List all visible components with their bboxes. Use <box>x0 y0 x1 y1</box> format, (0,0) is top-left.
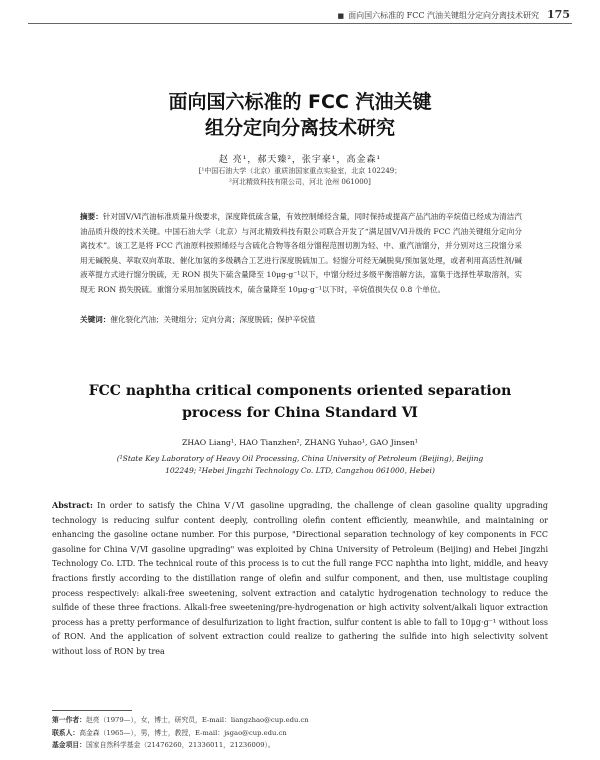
footnote-first-author-label: 第一作者： <box>52 716 86 724</box>
running-title: 面向国六标准的 FCC 汽油关键组分定向分离技术研究 <box>348 11 540 20</box>
chinese-title-line2: 组分定向分离技术研究 <box>204 117 395 139</box>
header-mark: ■ <box>337 12 345 20</box>
english-abstract-text: In order to satisfy the China Ⅴ/Ⅵ gasoline upgrading, the challenge of clean gasoline quality upgrading technology is reducing sulfur content deeply, controlling olefin content efficiently, meanwhile, and maintaining or enhancing the gasoline octane number. For this purpose, "Directional separation technology of key components in FCC gasoline for China Ⅴ/Ⅵ gasoline upgrading" was exploited by China University of Petroleum (Beijing) and Hebei Jingzhi Technology Co. LTD. The technical route of this process is to cut the full range FCC naphtha into light, middle, and heavy fractions firstly according to the distillation range of olefin and sulfur component, and then, use multistage coupling process respectively: alkali-free sweetening, solvent extraction and catalytic hydrogenation technology to reduce the sulfide of these three fractions. Alkali-free sweetening/pre-hydrogenation or high activity solvent/alkali liquor extraction process has a pretty performance of desulfurization to light fraction, sulfur content is able to fall to 10μg·g⁻¹ without loss of RON. And the application of solvent extraction could realize to gathering the sulfide into high selectivity solvent without loss of RON by trea <box>52 501 548 656</box>
footnote-fund <box>52 739 548 752</box>
running-header <box>260 8 570 22</box>
english-abstract-label: Abstract: <box>52 500 93 510</box>
chinese-abstract-text: 针对国Ⅴ/Ⅵ汽油标准质量升级要求，深度降低硫含量，有效控制烯烃含量，同时保持或提高产品汽油的辛烷值已经成为清洁汽油品质升级的技术关键。中国石油大学（北京）与河北精致科技有限公司联合开发了“满足国Ⅴ/Ⅵ升级的 FCC 汽油关键组分定向分离技术”。该工艺是将 FCC 汽油原料按照烯烃与含硫化合物等各组分馏程范围切割为轻、中、重汽油馏分，并分别对这三段馏分采用无碱脱臭、萃取双向革取、催化加氢的多级耦合工艺进行深度脱硫加工。轻馏分可经无碱脱臭/预加氢处理，或者利用高活性剂/碱液萃提方式进行馏分脱硫，无 RON 损失下硫含量降至 10μg·g⁻¹以下，中馏分经过多级平衡溶解方法，富集于选择性萃取溶剂，实现无 RON 损失脱硫。重馏分采用加氢脱硫技术，硫含量降至 10μg·g⁻¹以下时，辛烷值损失仅 0.8 个单位。 <box>80 212 522 294</box>
footnote-fund-text: 国家自然科学基金（21476260，21336011，21236009）。 <box>85 741 275 749</box>
english-abstract <box>52 498 548 660</box>
page-number: 175 <box>547 8 570 21</box>
footnote-first-author-text: 赵亮（1979—），女，博士，研究员，E-mail：liangzhao@cup.edu.cn <box>85 716 309 724</box>
footnote-contact-label: 联系人： <box>52 728 80 737</box>
chinese-affiliation-2: ²河北精致科技有限公司，河北 沧州 061000] <box>229 178 371 186</box>
chinese-abstract-label: 摘要： <box>80 212 103 221</box>
english-title-line1: FCC naphtha critical components oriented separation <box>88 383 512 399</box>
header-rule <box>28 23 572 24</box>
chinese-affiliation-1: [¹中国石油大学（北京）重质油国家重点实验室，北京 102249； <box>198 167 402 175</box>
footnote-contact-text: 高金森（1965—），男，博士，教授，E-mail：jsgao@cup.edu.cn <box>79 728 287 737</box>
footnotes <box>52 714 548 752</box>
chinese-keywords <box>80 314 522 326</box>
english-authors: ZHAO Liang¹, HAO Tianzhen², ZHANG Yuhao¹, GAO Jinsen¹ <box>181 438 419 447</box>
chinese-title-line1: 面向国六标准的 FCC 汽油关键 <box>168 91 432 113</box>
chinese-affiliations <box>0 166 600 188</box>
chinese-keywords-label: 关键词： <box>80 315 111 324</box>
english-affiliation-1: (¹State Key Laboratory of Heavy Oil Processing, China University of Petroleum (Beijing), Beijing <box>116 454 484 463</box>
english-affiliations <box>0 453 600 477</box>
footnote-fund-label: 基金项目： <box>52 741 86 749</box>
chinese-authors: 赵 亮¹，郝天臻²，张宇豪¹，高金森¹ <box>218 155 382 165</box>
english-title <box>0 380 600 424</box>
footnote-rule <box>52 710 132 711</box>
english-title-line2: process for China Standard Ⅵ <box>182 405 418 421</box>
chinese-abstract <box>80 210 522 298</box>
english-affiliation-2: 102249; ²Hebei Jingzhi Technology Co. LTD, Cangzhou 061000, Hebei) <box>165 466 435 475</box>
footnote-first-author <box>52 714 548 727</box>
chinese-keywords-text: 催化裂化汽油；关键组分；定向分离；深度脱硫；保护辛烷值 <box>110 315 316 324</box>
chinese-title <box>0 89 600 141</box>
footnote-contact <box>52 727 548 740</box>
